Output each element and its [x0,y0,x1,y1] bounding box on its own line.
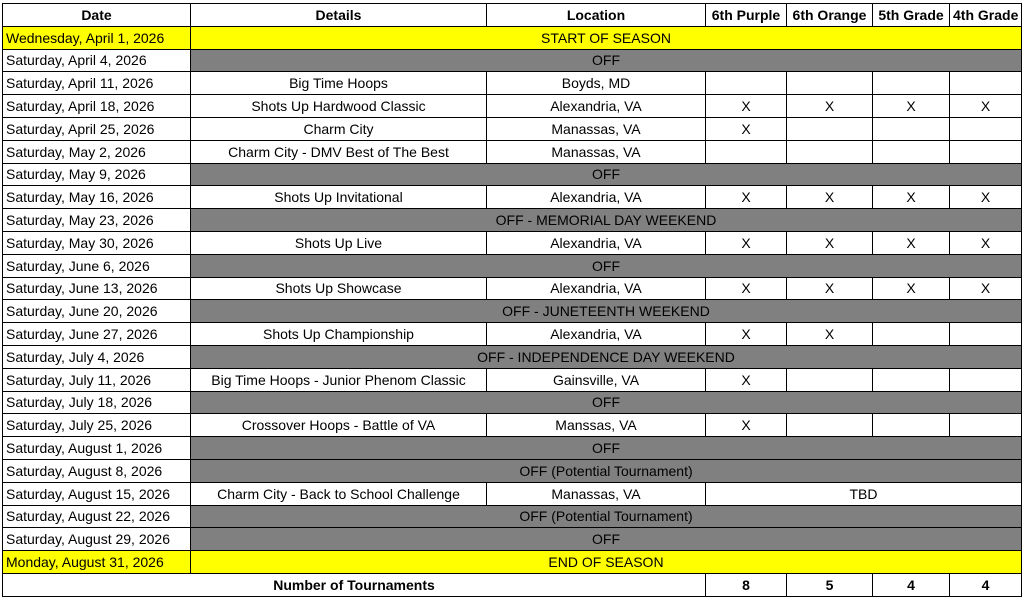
schedule-row [3,300,1022,323]
date-cell: Saturday, July 11, 2026 [3,368,191,391]
details-cell: Shots Up Live [191,231,487,254]
details-cell: Charm City - Back to School Challenge [191,482,487,505]
schedule-row [3,186,1022,209]
season-note-cell: START OF SEASON [191,26,1022,49]
totals-label: Number of Tournaments [3,573,706,596]
mark-5th-grade: X [873,95,950,118]
mark-6th-purple [706,140,787,163]
schedule-body [3,26,1022,573]
date-cell: Monday, August 31, 2026 [3,551,191,574]
details-cell: Shots Up Hardwood Classic [191,95,487,118]
date-cell: Saturday, August 1, 2026 [3,437,191,460]
mark-5th-grade [873,414,950,437]
schedule-row [3,140,1022,163]
mark-6th-purple: X [706,95,787,118]
mark-6th-purple: X [706,414,787,437]
date-cell: Saturday, May 23, 2026 [3,209,191,232]
location-cell: Alexandria, VA [487,323,706,346]
off-note-cell: OFF [191,528,1022,551]
mark-4th-grade: X [950,231,1022,254]
mark-4th-grade [950,323,1022,346]
header-4th-grade: 4th Grade [950,4,1022,27]
date-cell: Saturday, April 18, 2026 [3,95,191,118]
schedule-row [3,231,1022,254]
location-cell: Manassas, VA [487,117,706,140]
details-cell: Charm City [191,117,487,140]
mark-5th-grade [873,72,950,95]
date-cell: Saturday, April 4, 2026 [3,49,191,72]
location-cell: Manassas, VA [487,140,706,163]
off-note-cell: OFF - MEMORIAL DAY WEEKEND [191,209,1022,232]
mark-6th-orange [787,140,873,163]
date-cell: Saturday, May 16, 2026 [3,186,191,209]
totals-row [3,573,1022,596]
off-note-cell: OFF (Potential Tournament) [191,505,1022,528]
date-cell: Saturday, August 8, 2026 [3,459,191,482]
tbd-cell: TBD [706,482,1022,505]
location-cell: Alexandria, VA [487,277,706,300]
header-6th-purple: 6th Purple [706,4,787,27]
header-details: Details [191,4,487,27]
location-cell: Boyds, MD [487,72,706,95]
schedule-row [3,254,1022,277]
details-cell: Shots Up Showcase [191,277,487,300]
date-cell: Saturday, August 22, 2026 [3,505,191,528]
off-note-cell: OFF [191,437,1022,460]
date-cell: Saturday, June 13, 2026 [3,277,191,300]
mark-4th-grade [950,140,1022,163]
location-cell: Manssas, VA [487,414,706,437]
season-note-cell: END OF SEASON [191,551,1022,574]
mark-5th-grade [873,368,950,391]
mark-6th-orange [787,368,873,391]
mark-6th-purple: X [706,186,787,209]
schedule-row [3,345,1022,368]
mark-4th-grade [950,368,1022,391]
off-note-cell: OFF [191,49,1022,72]
mark-6th-orange [787,117,873,140]
schedule-row [3,277,1022,300]
mark-4th-grade: X [950,186,1022,209]
mark-5th-grade [873,323,950,346]
date-cell: Saturday, July 4, 2026 [3,345,191,368]
location-cell: Alexandria, VA [487,231,706,254]
total-5th-grade: 4 [873,573,950,596]
schedule-row [3,505,1022,528]
date-cell: Saturday, June 27, 2026 [3,323,191,346]
details-cell: Crossover Hoops - Battle of VA [191,414,487,437]
mark-5th-grade: X [873,186,950,209]
mark-5th-grade [873,140,950,163]
mark-6th-orange [787,414,873,437]
mark-5th-grade: X [873,231,950,254]
mark-6th-purple: X [706,231,787,254]
mark-6th-orange: X [787,95,873,118]
mark-5th-grade [873,117,950,140]
details-cell: Big Time Hoops [191,72,487,95]
off-note-cell: OFF - JUNETEENTH WEEKEND [191,300,1022,323]
mark-4th-grade [950,117,1022,140]
mark-6th-purple: X [706,368,787,391]
mark-6th-orange: X [787,186,873,209]
location-cell: Gainsville, VA [487,368,706,391]
header-5th-grade: 5th Grade [873,4,950,27]
mark-6th-purple: X [706,277,787,300]
schedule-table [2,3,1022,597]
off-note-cell: OFF [191,254,1022,277]
details-cell: Shots Up Invitational [191,186,487,209]
schedule-row [3,26,1022,49]
total-6th-purple: 8 [706,573,787,596]
mark-6th-orange: X [787,231,873,254]
schedule-row [3,368,1022,391]
details-cell: Shots Up Championship [191,323,487,346]
location-cell: Manassas, VA [487,482,706,505]
header-row [3,4,1022,27]
date-cell: Saturday, April 25, 2026 [3,117,191,140]
schedule-row [3,414,1022,437]
mark-6th-orange [787,72,873,95]
schedule-row [3,209,1022,232]
mark-6th-purple: X [706,323,787,346]
off-note-cell: OFF - INDEPENDENCE DAY WEEKEND [191,345,1022,368]
date-cell: Saturday, April 11, 2026 [3,72,191,95]
mark-6th-purple [706,72,787,95]
off-note-cell: OFF [191,163,1022,186]
mark-6th-purple: X [706,117,787,140]
header-date: Date [3,4,191,27]
schedule-row [3,391,1022,414]
mark-5th-grade: X [873,277,950,300]
schedule-row [3,95,1022,118]
date-cell: Wednesday, April 1, 2026 [3,26,191,49]
total-4th-grade: 4 [950,573,1022,596]
mark-4th-grade: X [950,277,1022,300]
date-cell: Saturday, July 18, 2026 [3,391,191,414]
schedule-row [3,49,1022,72]
mark-4th-grade: X [950,95,1022,118]
schedule-row [3,437,1022,460]
details-cell: Big Time Hoops - Junior Phenom Classic [191,368,487,391]
mark-4th-grade [950,72,1022,95]
schedule-row [3,72,1022,95]
location-cell: Alexandria, VA [487,186,706,209]
date-cell: Saturday, June 6, 2026 [3,254,191,277]
date-cell: Saturday, August 15, 2026 [3,482,191,505]
details-cell: Charm City - DMV Best of The Best [191,140,487,163]
schedule-row [3,482,1022,505]
date-cell: Saturday, August 29, 2026 [3,528,191,551]
mark-6th-orange: X [787,323,873,346]
schedule-row [3,117,1022,140]
total-6th-orange: 5 [787,573,873,596]
schedule-row [3,163,1022,186]
mark-6th-orange: X [787,277,873,300]
schedule-row [3,551,1022,574]
date-cell: Saturday, June 20, 2026 [3,300,191,323]
off-note-cell: OFF [191,391,1022,414]
date-cell: Saturday, May 9, 2026 [3,163,191,186]
schedule-row [3,323,1022,346]
header-location: Location [487,4,706,27]
schedule-row [3,528,1022,551]
location-cell: Alexandria, VA [487,95,706,118]
off-note-cell: OFF (Potential Tournament) [191,459,1022,482]
header-6th-orange: 6th Orange [787,4,873,27]
date-cell: Saturday, May 2, 2026 [3,140,191,163]
mark-4th-grade [950,414,1022,437]
schedule-row [3,459,1022,482]
date-cell: Saturday, May 30, 2026 [3,231,191,254]
date-cell: Saturday, July 25, 2026 [3,414,191,437]
